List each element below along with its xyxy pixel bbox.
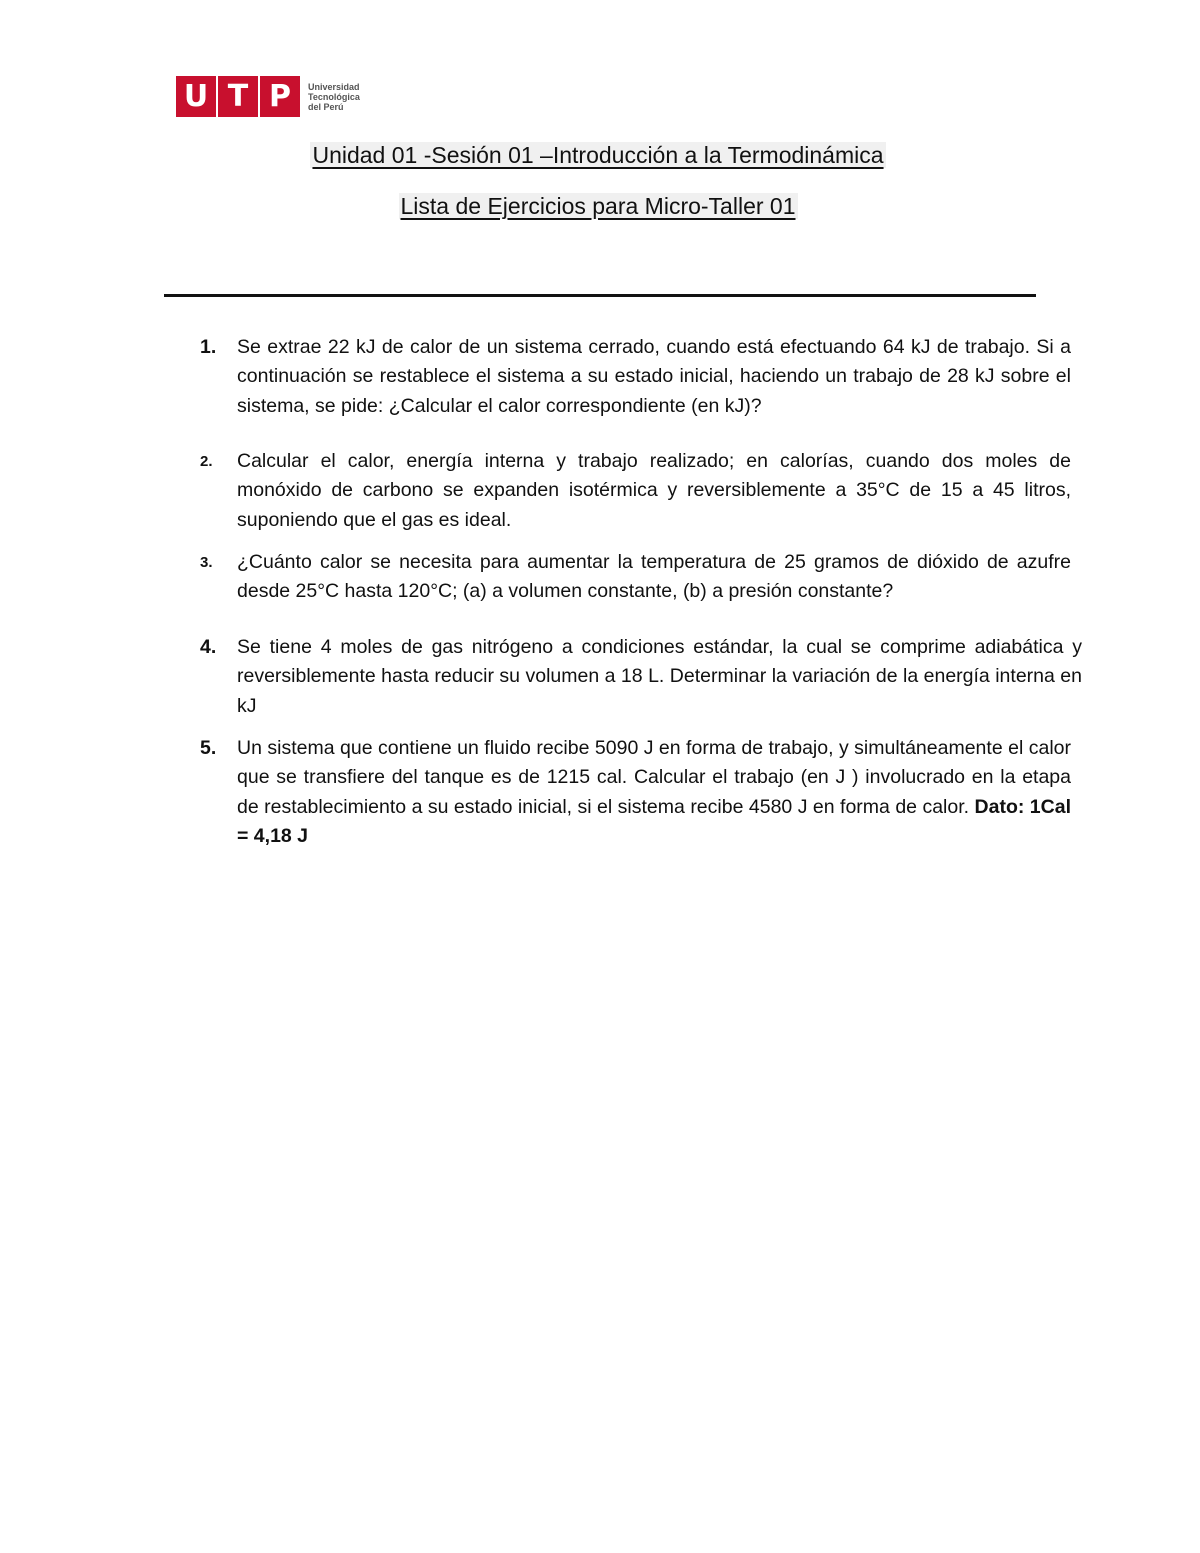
logo-letter-u: U [183, 79, 209, 114]
logo-text-line: Tecnológica [308, 91, 360, 102]
logo-text-line: del Perú [308, 101, 344, 112]
logo-text-line: Universidad [308, 81, 360, 92]
document-subtitle-text: Lista de Ejercicios para Micro-Taller 01 [400, 193, 796, 219]
exercise-number: 1. [200, 336, 217, 358]
exercise-number: 2. [200, 453, 213, 470]
exercise-body: Un sistema que contiene un fluido recibe 5090 J en forma de trabajo, y simultáneamente el calor que se transfiere del tanque es de 1215 cal. Calcular el trabajo (en J ) involucrado en la etapa de restablecimiento a su estado inicial, si el sistema recibe 4580 J en forma de calor. [237, 737, 1071, 818]
logo-wordmark [308, 82, 360, 112]
exercise-number: 4. [200, 636, 217, 658]
exercise-text: Se extrae 22 kJ de calor de un sistema cerrado, cuando está efectuando 64 kJ de trabajo. Si a continuación se restablece el sistema a su estado inicial, haciendo un trabajo de 28 kJ sobre el sistema, se pide: ¿Calcular el calor correspondiente (en kJ)? [237, 336, 1071, 417]
exercise-text [237, 734, 1071, 852]
logo-letter-p: P [269, 79, 291, 114]
exercise-number: 5. [200, 737, 217, 759]
logo-letter-t: T [227, 79, 249, 114]
utp-logo [176, 76, 360, 117]
horizontal-rule [164, 294, 1036, 297]
document-subtitle [0, 193, 1196, 220]
document-title-text: Unidad 01 -Sesión 01 –Introducción a la Termodinámica [312, 142, 884, 168]
exercise-data-note: Dato: 1Cal = 4,18 J [237, 795, 1071, 848]
exercise-number: 3. [200, 554, 213, 571]
exercise-text: Se tiene 4 moles de gas nitrógeno a condiciones estándar, la cual se comprime adiabática y reversiblemente hasta reducir su volumen a 18 L. Determinar la variación de la energía interna en kJ [237, 636, 1082, 717]
exercise-text: Calcular el calor, energía interna y trabajo realizado; en calorías, cuando dos moles de monóxido de carbono se expanden isotérmica y reversiblemente a 35°C de 15 a 45 litros, suponiendo que el gas es ideal. [237, 450, 1071, 531]
exercise-text: ¿Cuánto calor se necesita para aumentar la temperatura de 25 gramos de dióxido de azufre desde 25°C hasta 120°C; (a) a volumen constante, (b) a presión constante? [237, 551, 1071, 603]
document-title [0, 142, 1196, 169]
logo-mark [176, 76, 300, 117]
